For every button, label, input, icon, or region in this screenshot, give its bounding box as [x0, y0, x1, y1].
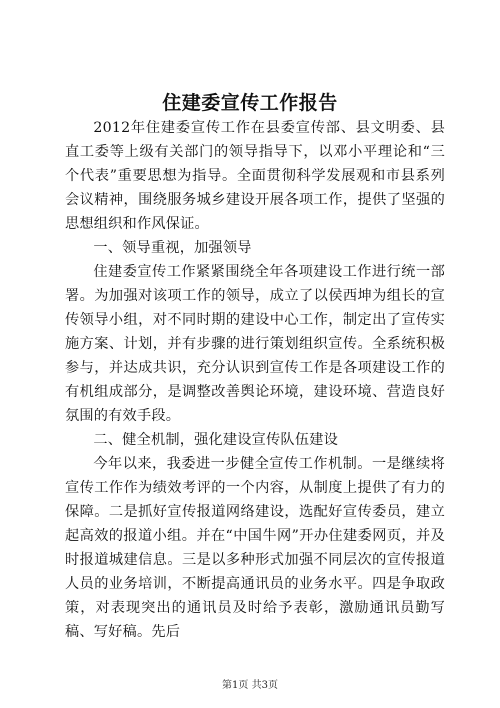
intro-paragraph: 2012年住建委宣传工作在县委宣传部、县文明委、县直工委等上级有关部门的领导指导下，以邓小平理论和“三个代表”重要思想为指导。全面贯彻科学发展观和市县系列会议精神，围绕服务城乡建设开展各项工作，提供了坚强的思想组织和作风保证。	[65, 120, 445, 232]
page-footer: 第1页 共3页	[222, 680, 278, 691]
section-2-paragraph: 今年以来，我委进一步健全宣传工作机制。一是继续将宣传工作作为绩效考评的一个内容，从制度上提供了有力的保障。二是抓好宣传报道网络建设，选配好宣传委员，建立起高效的报道小组。并在“中国牛网”开办住建委网页，并及时报道城建信息。三是以多种形式加强不同层次的宣传报道人员的业务培训，不断提高通讯员的业务水平。四是争取政策，对表现突出的通讯员及时给予表彰，激励通讯员勤写稿、写好稿。先后	[65, 456, 445, 640]
document-body	[65, 116, 445, 644]
section-1-heading: 一、领导重视，加强领导	[93, 240, 252, 256]
section-2-heading: 二、健全机制，强化建设宣传队伍建设	[93, 432, 338, 448]
document-title: 住建委宣传工作报告	[162, 92, 338, 114]
section-1-paragraph: 住建委宣传工作紧紧围绕全年各项建设工作进行统一部署。为加强对该项工作的领导，成立了以侯西坤为组长的宣传领导小组，对不同时期的建设中心工作，制定出了宣传实施方案、计划，并有步骤的进行策划组织宣传。全系统积极参与，并达成共识，充分认识到宣传工作是各项建设工作的有机组成部分，是调整改善舆论环境，建设环境、营造良好氛围的有效手段。	[65, 264, 445, 424]
